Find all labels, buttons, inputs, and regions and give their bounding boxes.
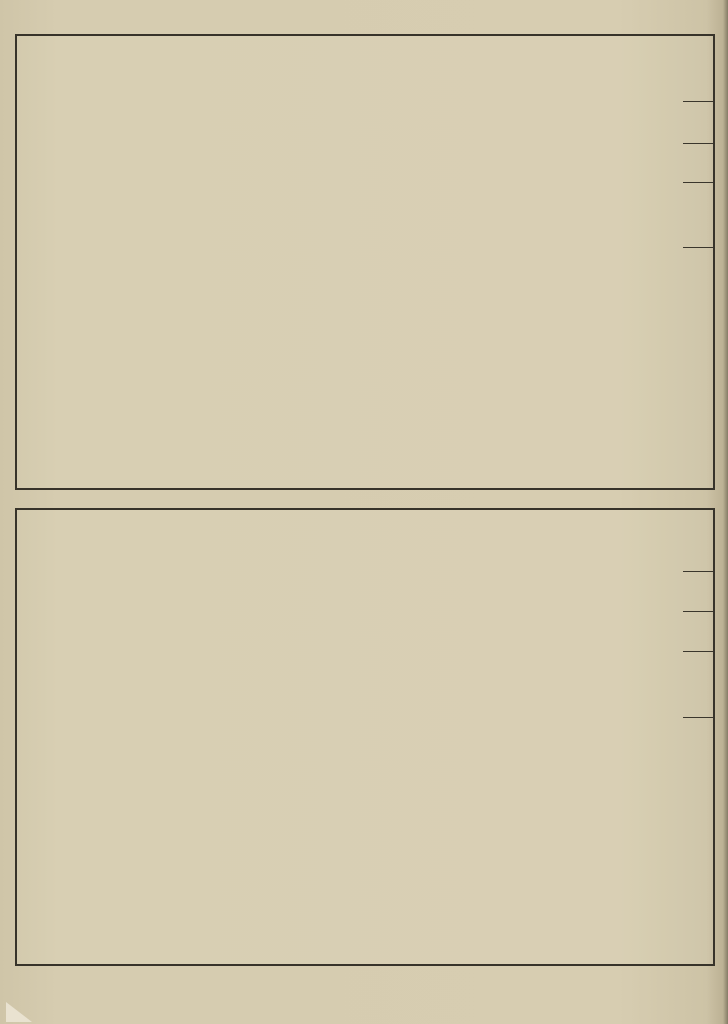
roster-table-top — [15, 34, 715, 490]
header-cell-address — [683, 248, 713, 488]
page-corner-fold — [6, 1002, 32, 1022]
header-cell-native — [683, 652, 713, 718]
header-cell-age — [683, 144, 713, 183]
header-cell-age — [683, 612, 713, 652]
header-cell-alias — [683, 572, 713, 612]
header-column-bottom — [683, 510, 713, 964]
header-cell-address — [683, 718, 713, 964]
header-cell-name — [683, 510, 713, 572]
header-cell-alias — [683, 102, 713, 144]
header-column-top — [683, 36, 713, 488]
header-cell-native — [683, 183, 713, 248]
roster-table-bottom — [15, 508, 715, 966]
header-cell-name — [683, 36, 713, 102]
